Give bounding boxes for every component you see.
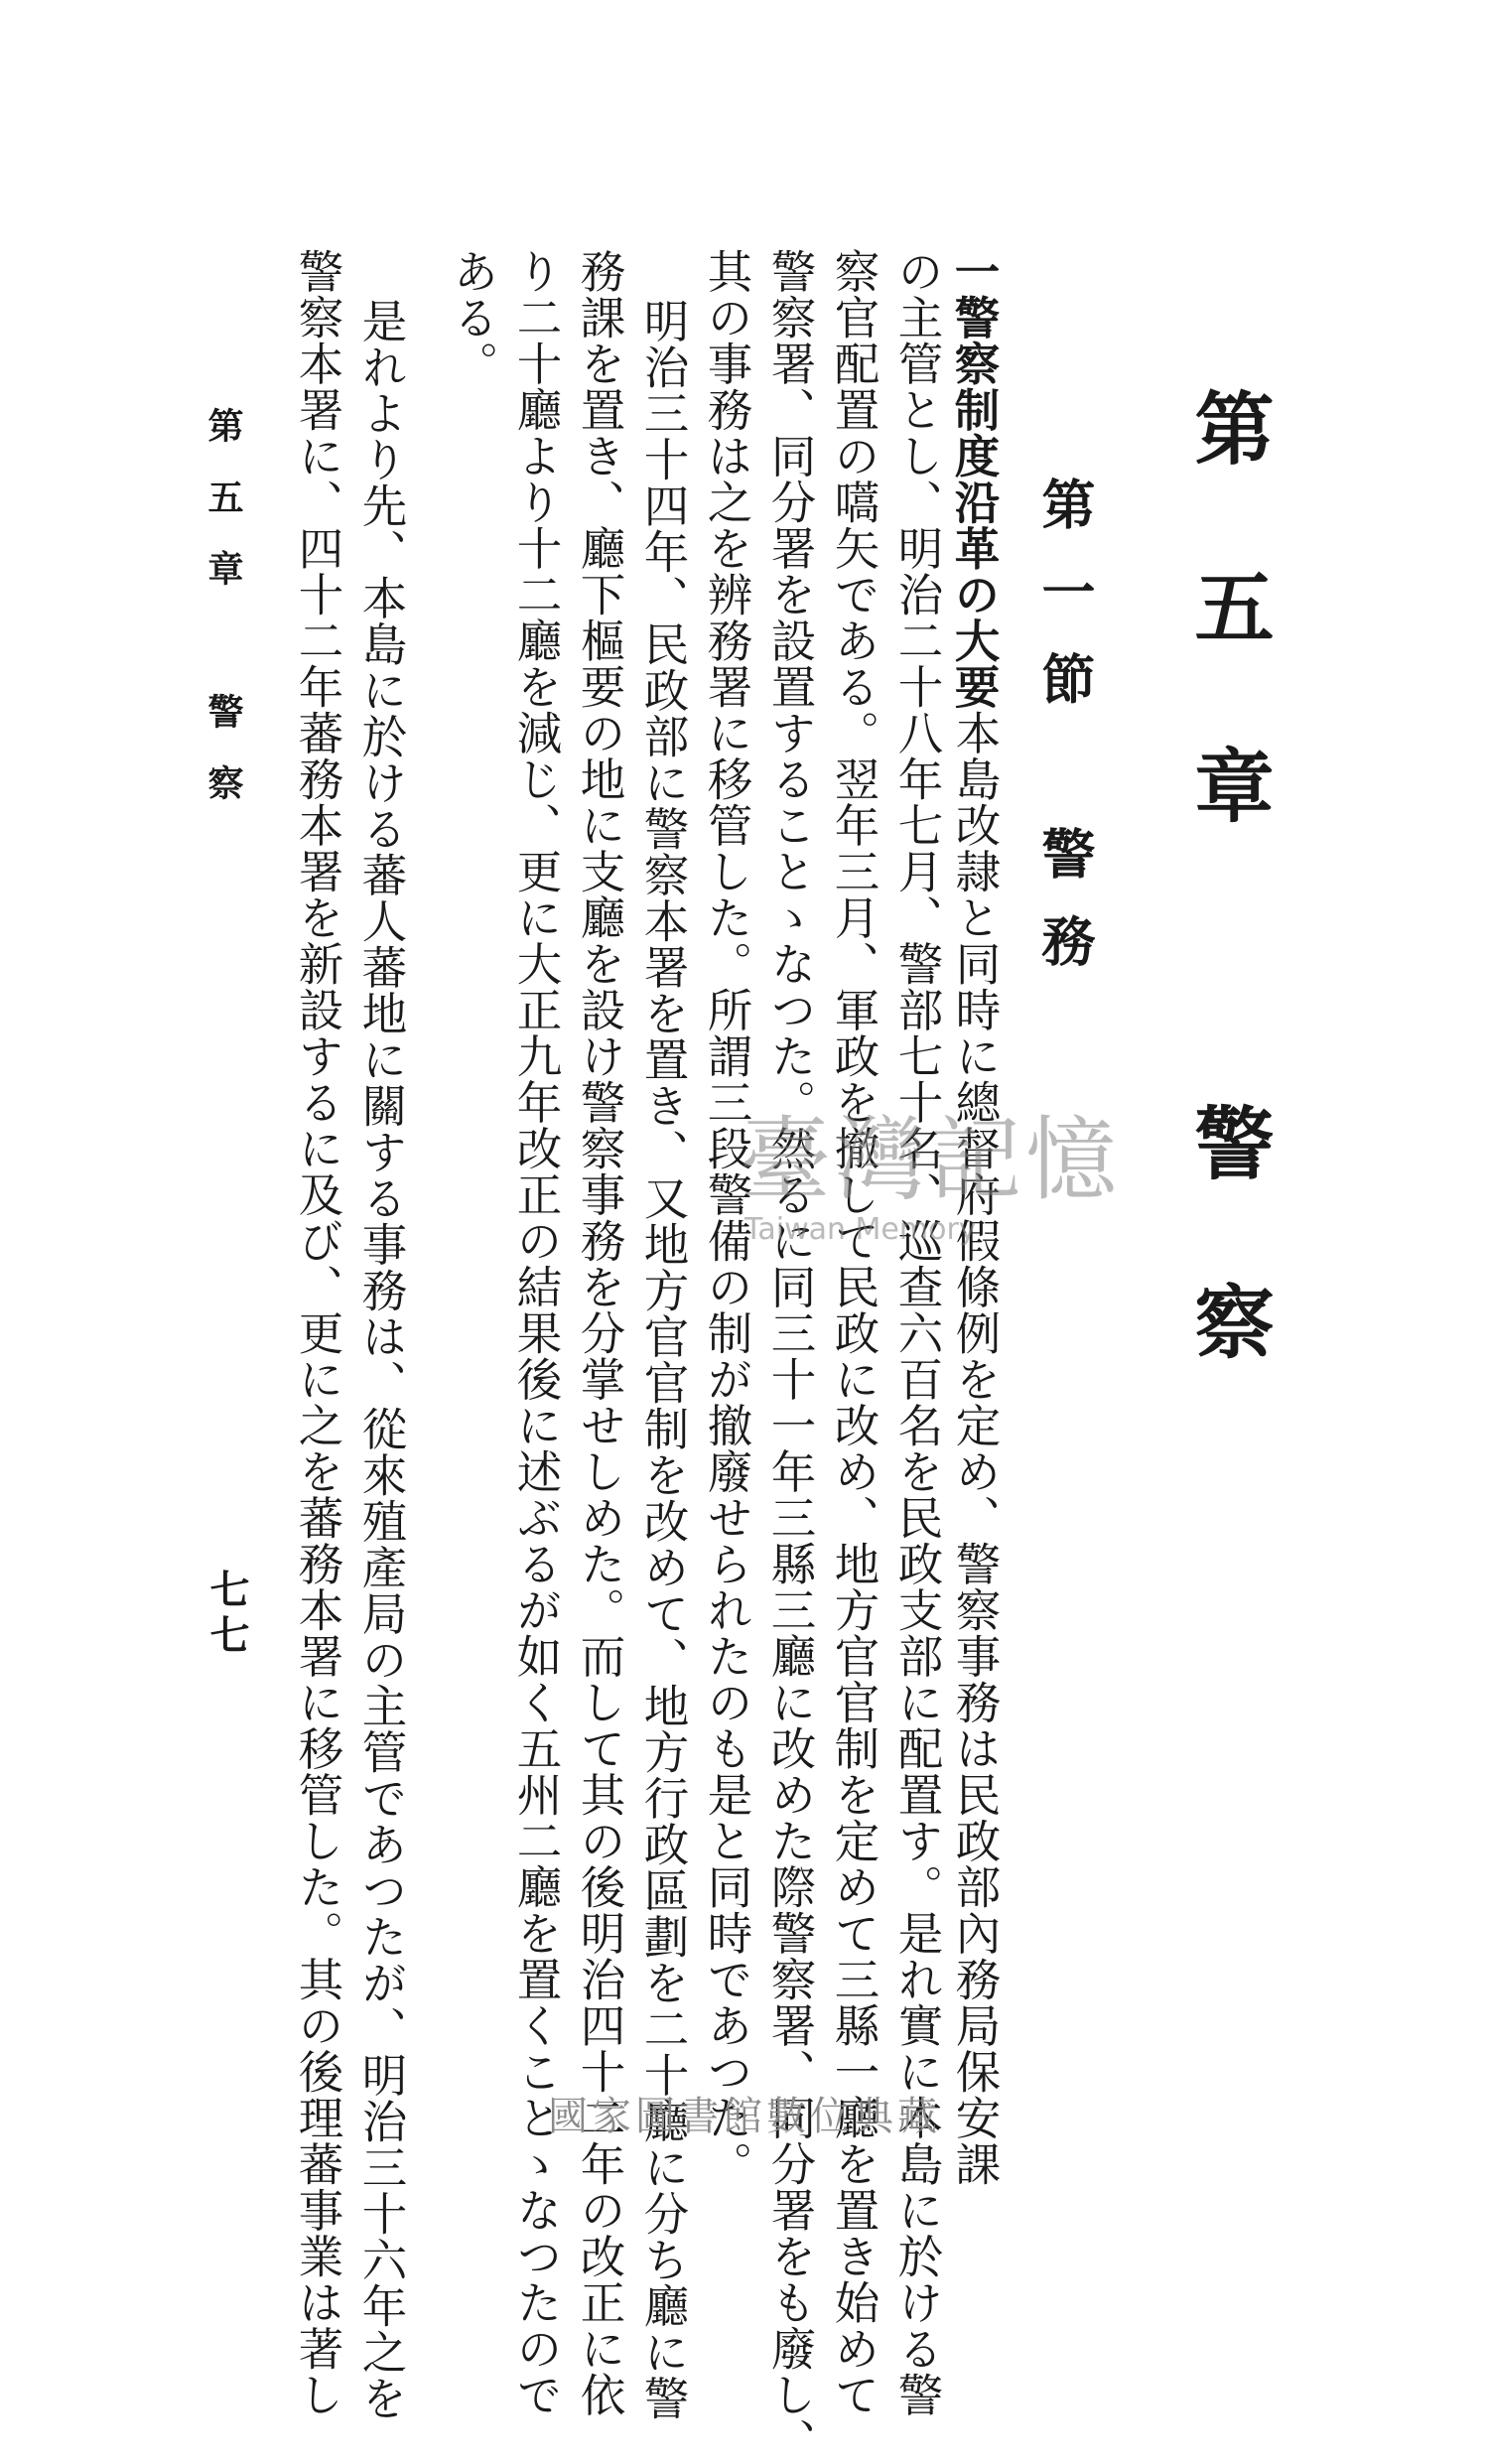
watermark-chinese: 臺灣記憶	[740, 1107, 1122, 1213]
body-line: 察官配置の嚆矢である。翌年三月、軍政を撤して民政に改め、地方官官制を定めて三縣一廳を置き始めて	[828, 248, 880, 2418]
body-line: り二十廳より十二廳を減じ、更に大正九年改正の結果後に述ぶるが如く五州二廳を置くことゝなつたので	[510, 248, 563, 2418]
section-title: 第一節 警務	[1033, 477, 1097, 1001]
body-line: 其の事務は之を辨務署に移管した。所謂三段警備の制が撤廢せられたのも是と同時であつた。	[701, 248, 753, 2187]
watermark	[740, 1087, 1121, 1247]
page-number: 七七	[203, 1569, 250, 1660]
body-line: 是れより先、本島に於ける蕃人蕃地に關する事務は、從來殖產局の主管であつたが、明治三十六年之を	[355, 298, 408, 2421]
chapter-title: 第五章 警察	[1181, 387, 1275, 1459]
body-line: 本島改隷と同時に總督府假條例を定め、警察事務は民政部內務局保安課	[949, 710, 1002, 2187]
heading-text: 警察制度沿革の大要	[948, 294, 1002, 710]
body-line: 警察本署に、四十二年蕃務本署を新設するに及び、更に之を蕃務本署に移管した。其の後理蕃事業は著し	[292, 248, 344, 2418]
body-line: 警察署、同分署を設置することゝなつた。然るに同三十一年三縣三廳に改めた際警察署、同分署をも廢し、	[764, 248, 817, 2464]
heading-number: 一	[948, 248, 1002, 295]
running-head: 第五章 警察	[203, 407, 244, 836]
body-line: ある。	[447, 248, 499, 387]
body-line: 務課を置き、廳下樞要の地に支廳を設け警察事務を分掌せしめた。而して其の後明治四十二年の改正に依	[574, 248, 626, 2418]
body-line: 明治三十四年、民政部に警察本署を置き、又地方官官制を改めて、地方行政區劃を二十廳に分ち廳に警	[637, 298, 690, 2421]
footer-credit: 國家圖書館數位典藏	[548, 2094, 941, 2139]
watermark-english: Taiwan Memory	[744, 1212, 977, 1247]
body-line: の主管とし、明治二十八年七月、警部七十名、巡查六百名を民政支部に配置す。是れ實に本島に於ける警	[891, 248, 944, 2418]
